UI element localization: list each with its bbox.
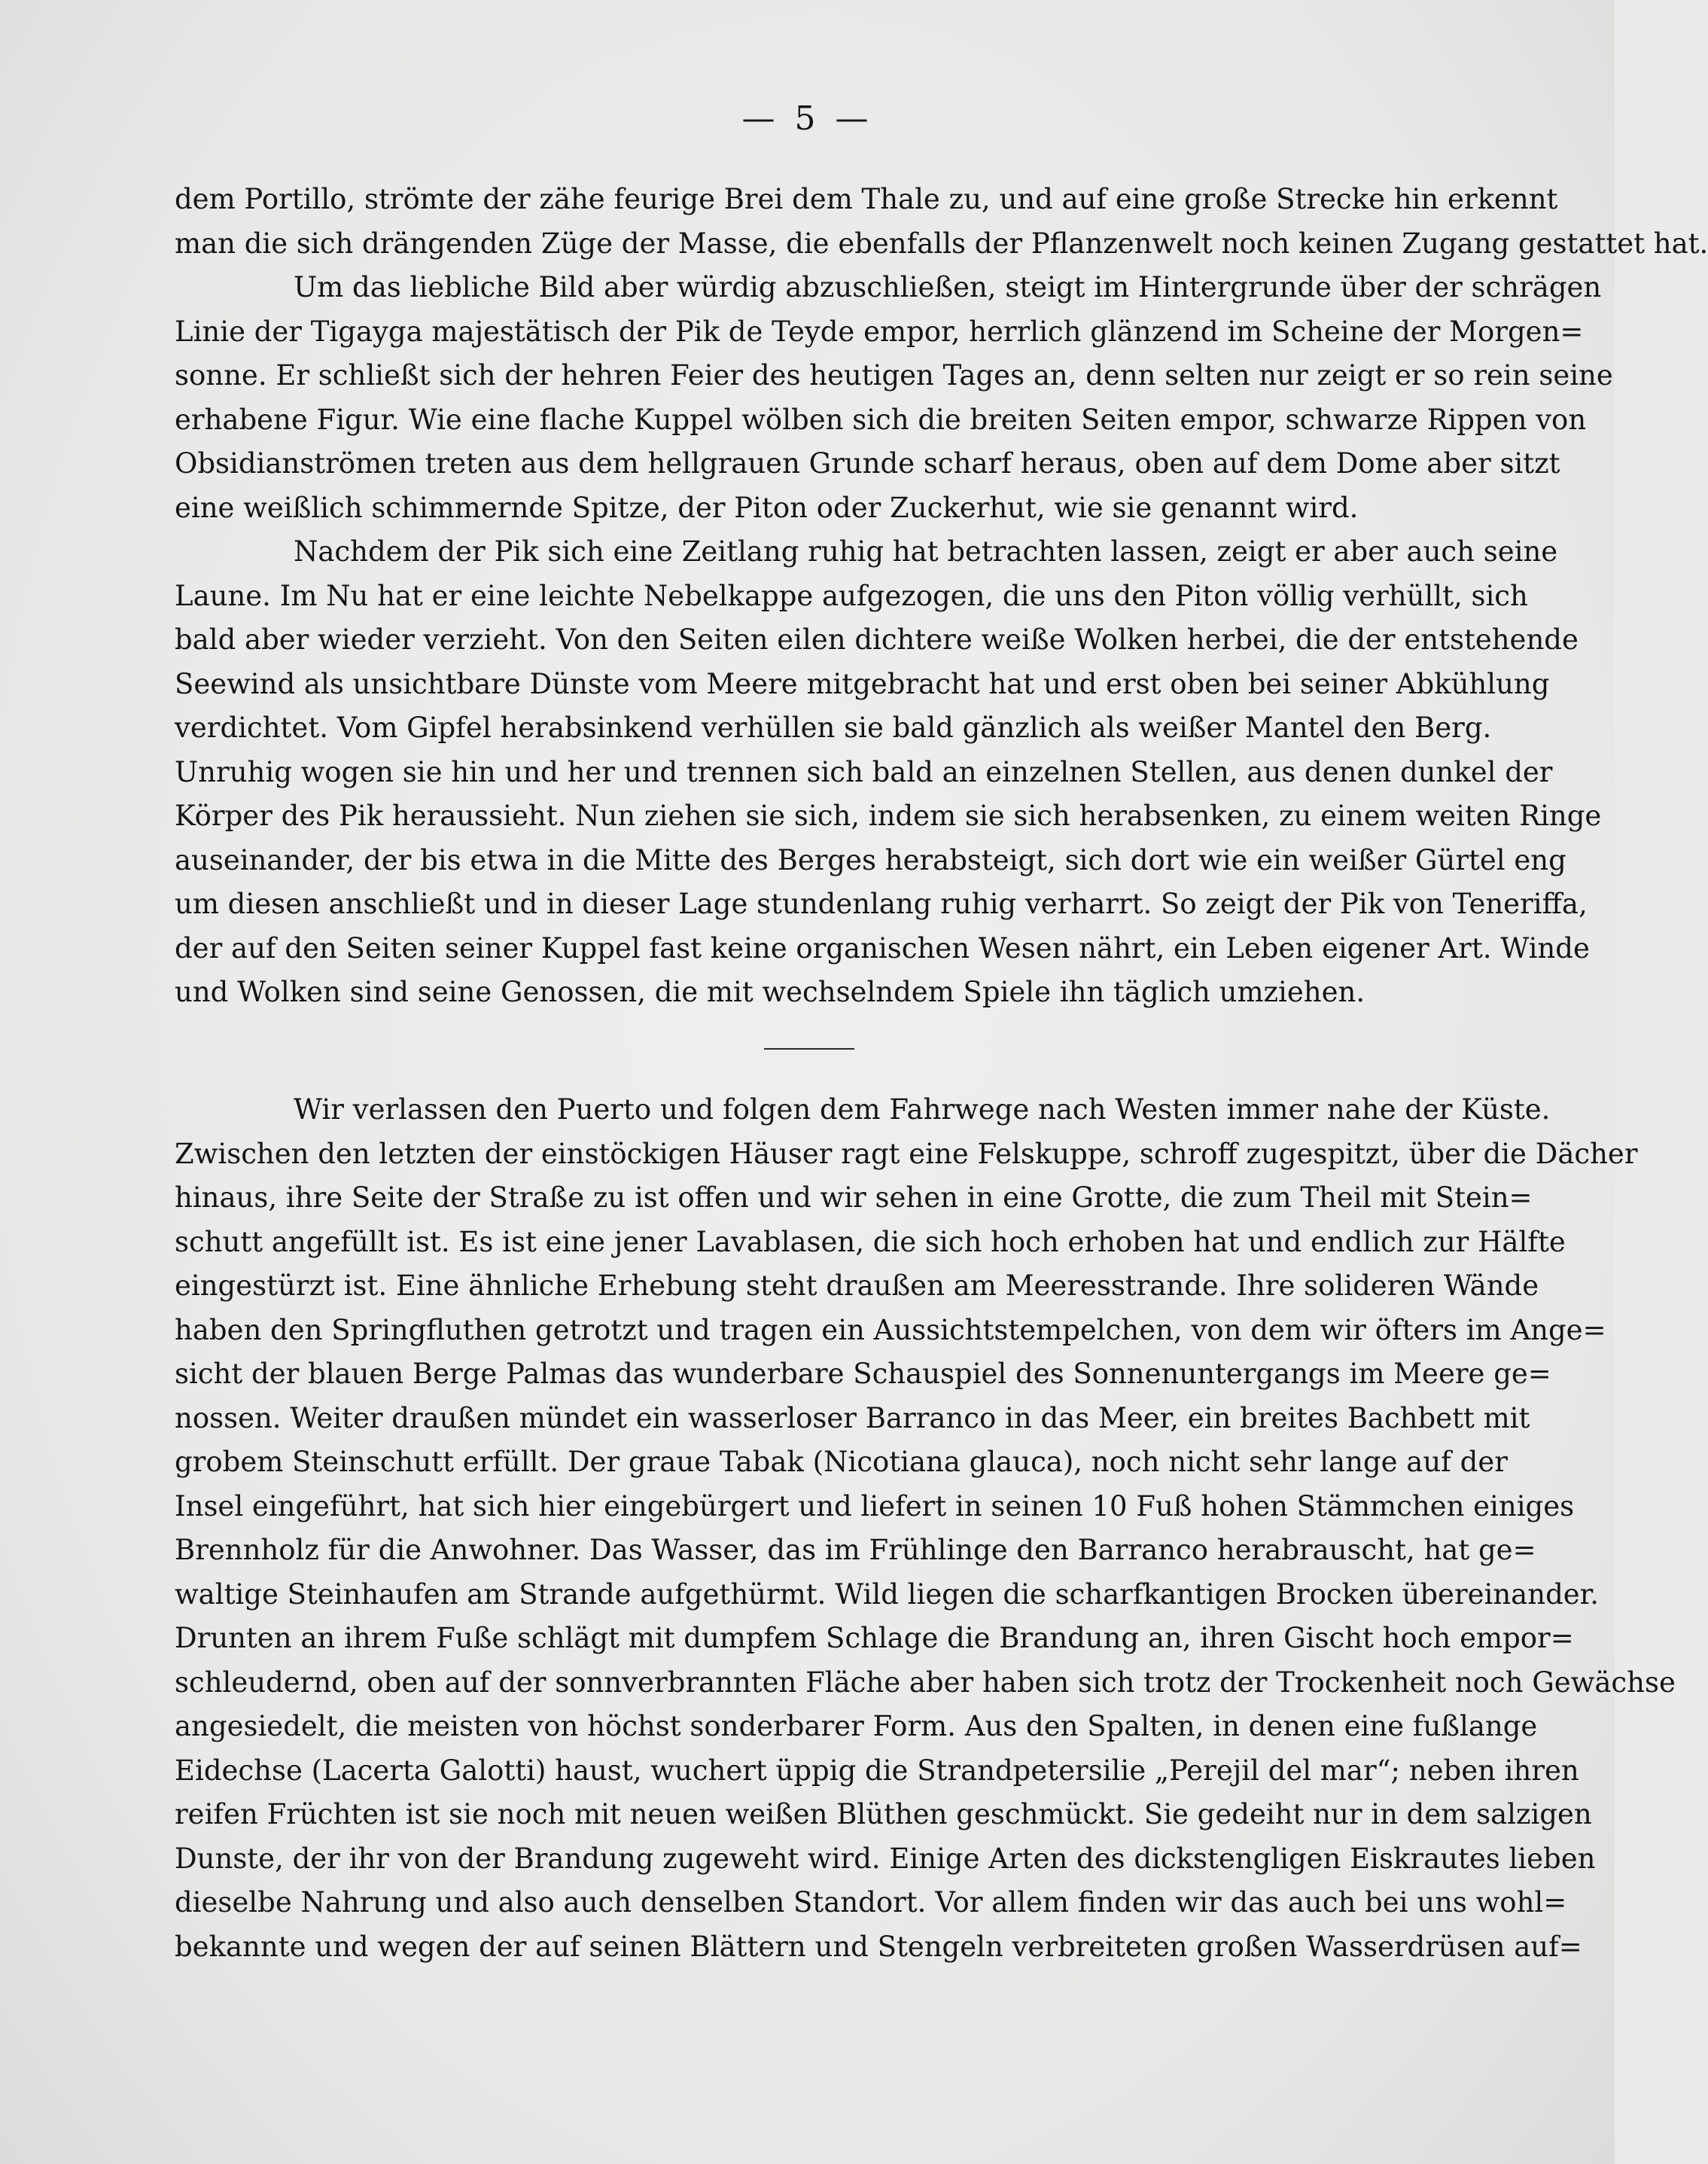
text-line: hinaus, ihre Seite der Straße zu ist offen und wir sehen in eine Grotte, die zum Theil mit Stein= <box>175 1181 1533 1214</box>
text-line: waltige Steinhaufen am Strande aufgethürmt. Wild liegen die scharfkantigen Brocken übereinander. <box>175 1577 1600 1611</box>
text-line: um diesen anschließt und in dieser Lage stundenlang ruhig verharrt. So zeigt der Pik von Teneriffa, <box>175 888 1588 920</box>
text-line: Körper des Pik heraussieht. Nun ziehen sie sich, indem sie sich herabsenken, zu einem weiten Ringe <box>175 800 1602 832</box>
text-line: Um das liebliche Bild aber würdig abzuschließen, steigt im Hintergrunde über der schrägen <box>294 271 1602 303</box>
text-line: Zwischen den letzten der einstöckigen Häuser ragt eine Felskuppe, schroff zugespitzt, über die Dächer <box>175 1137 1638 1170</box>
text-line: Laune. Im Nu hat er eine leichte Nebelkappe aufgezogen, die uns den Piton völlig verhüllt, sich <box>175 579 1528 612</box>
text-line: auseinander, der bis etwa in die Mitte des Berges herabsteigt, sich dort wie ein weißer Gürtel eng <box>175 843 1566 876</box>
section-divider <box>764 1048 854 1050</box>
text-line: Dunste, der ihr von der Brandung zugeweht wird. Einige Arten des dickstengligen Eiskrautes lieben <box>175 1842 1596 1875</box>
text-line: schleudernd, oben auf der sonnverbrannten Fläche aber haben sich trotz der Trockenheit noch Gewächse <box>175 1666 1676 1699</box>
text-line: eine weißlich schimmernde Spitze, der Piton oder Zuckerhut, wie sie genannt wird. <box>175 491 1359 524</box>
text-line: Drunten an ihrem Fuße schlägt mit dumpfem Schlage die Brandung an, ihren Gischt hoch empor= <box>175 1622 1574 1654</box>
text-line: nossen. Weiter draußen mündet ein wasserloser Barranco in das Meer, ein breites Bachbett mit <box>175 1401 1530 1434</box>
text-line: verdichtet. Vom Gipfel herabsinkend verhüllen sie bald gänzlich als weißer Mantel den Berg. <box>175 712 1492 744</box>
paragraph-block-1 <box>175 178 1708 1015</box>
text-line: man die sich drängenden Züge der Masse, die ebenfalls der Pflanzenwelt noch keinen Zugang gestattet hat. <box>175 227 1708 260</box>
page-number: — 5 — <box>741 99 873 138</box>
text-line: Unruhig wogen sie hin und her und trennen sich bald an einzelnen Stellen, aus denen dunkel der <box>175 755 1553 788</box>
text-line: reifen Früchten ist sie noch mit neuen weißen Blüthen geschmückt. Sie gedeiht nur in dem salzigen <box>175 1798 1592 1830</box>
text-line: der auf den Seiten seiner Kuppel fast keine organischen Wesen nährt, ein Leben eigener Art. Winde <box>175 931 1590 965</box>
text-line: Insel eingeführt, hat sich hier eingebürgert und liefert in seinen 10 Fuß hohen Stämmchen einiges <box>175 1489 1575 1522</box>
text-line: Wir verlassen den Puerto und folgen dem Fahrwege nach Westen immer nahe der Küste. <box>294 1093 1551 1126</box>
text-line: eingestürzt ist. Eine ähnliche Erhebung steht draußen am Meeresstrande. Ihre solideren Wände <box>175 1269 1539 1302</box>
text-line: grobem Steinschutt erfüllt. Der graue Tabak (Nicotiana glauca), noch nicht sehr lange auf der <box>175 1446 1508 1478</box>
text-line: dem Portillo, strömte der zähe feurige Brei dem Thale zu, und auf eine große Strecke hin erkennt <box>175 183 1558 215</box>
text-line: Nachdem der Pik sich eine Zeitlang ruhig hat betrachten lassen, zeigt er aber auch seine <box>294 535 1558 568</box>
text-line: dieselbe Nahrung und also auch denselben Standort. Vor allem finden wir das auch bei uns wohl= <box>175 1886 1567 1919</box>
text-line: Brennholz für die Anwohner. Das Wasser, das im Frühlinge den Barranco herabrauscht, hat ge= <box>175 1534 1536 1566</box>
text-line: Linie der Tigayga majestätisch der Pik de Teyde empor, herrlich glänzend im Scheine der Morgen= <box>175 315 1584 348</box>
text-line: und Wolken sind seine Genossen, die mit wechselndem Spiele ihn täglich umziehen. <box>175 976 1365 1008</box>
text-line: sicht der blauen Berge Palmas das wunderbare Schauspiel des Sonnenuntergangs im Meere ge= <box>175 1358 1551 1390</box>
text-line: schutt angefüllt ist. Es ist eine jener Lavablasen, die sich hoch erhoben hat und endlich zur Hälfte <box>175 1225 1566 1258</box>
text-line: haben den Springfluthen getrotzt und tragen ein Aussichtstempelchen, von dem wir öfters im Ange= <box>175 1313 1606 1346</box>
text-line: sonne. Er schließt sich der hehren Feier des heutigen Tages an, denn selten nur zeigt er so rein seine <box>175 359 1613 392</box>
text-line: erhabene Figur. Wie eine flache Kuppel wölben sich die breiten Seiten empor, schwarze Rippen von <box>175 403 1587 436</box>
text-line: Obsidianströmen treten aus dem hellgrauen Grunde scharf heraus, oben auf dem Dome aber sitzt <box>175 447 1560 480</box>
paragraph-block-2 <box>175 1088 1676 1969</box>
text-line: bekannte und wegen der auf seinen Blättern und Stengeln verbreiteten großen Wasserdrüsen auf= <box>175 1930 1582 1963</box>
text-line: Eidechse (Lacerta Galotti) haust, wuchert üppig die Strandpetersilie „Perejil del mar“; neben ihren <box>175 1754 1579 1787</box>
text-line: angesiedelt, die meisten von höchst sonderbarer Form. Aus den Spalten, in denen eine fußlange <box>175 1710 1538 1742</box>
text-line: bald aber wieder verzieht. Von den Seiten eilen dichtere weiße Wolken herbei, die der entstehende <box>175 623 1579 656</box>
text-line: Seewind als unsichtbare Dünste vom Meere mitgebracht hat und erst oben bei seiner Abkühlung <box>175 667 1550 700</box>
